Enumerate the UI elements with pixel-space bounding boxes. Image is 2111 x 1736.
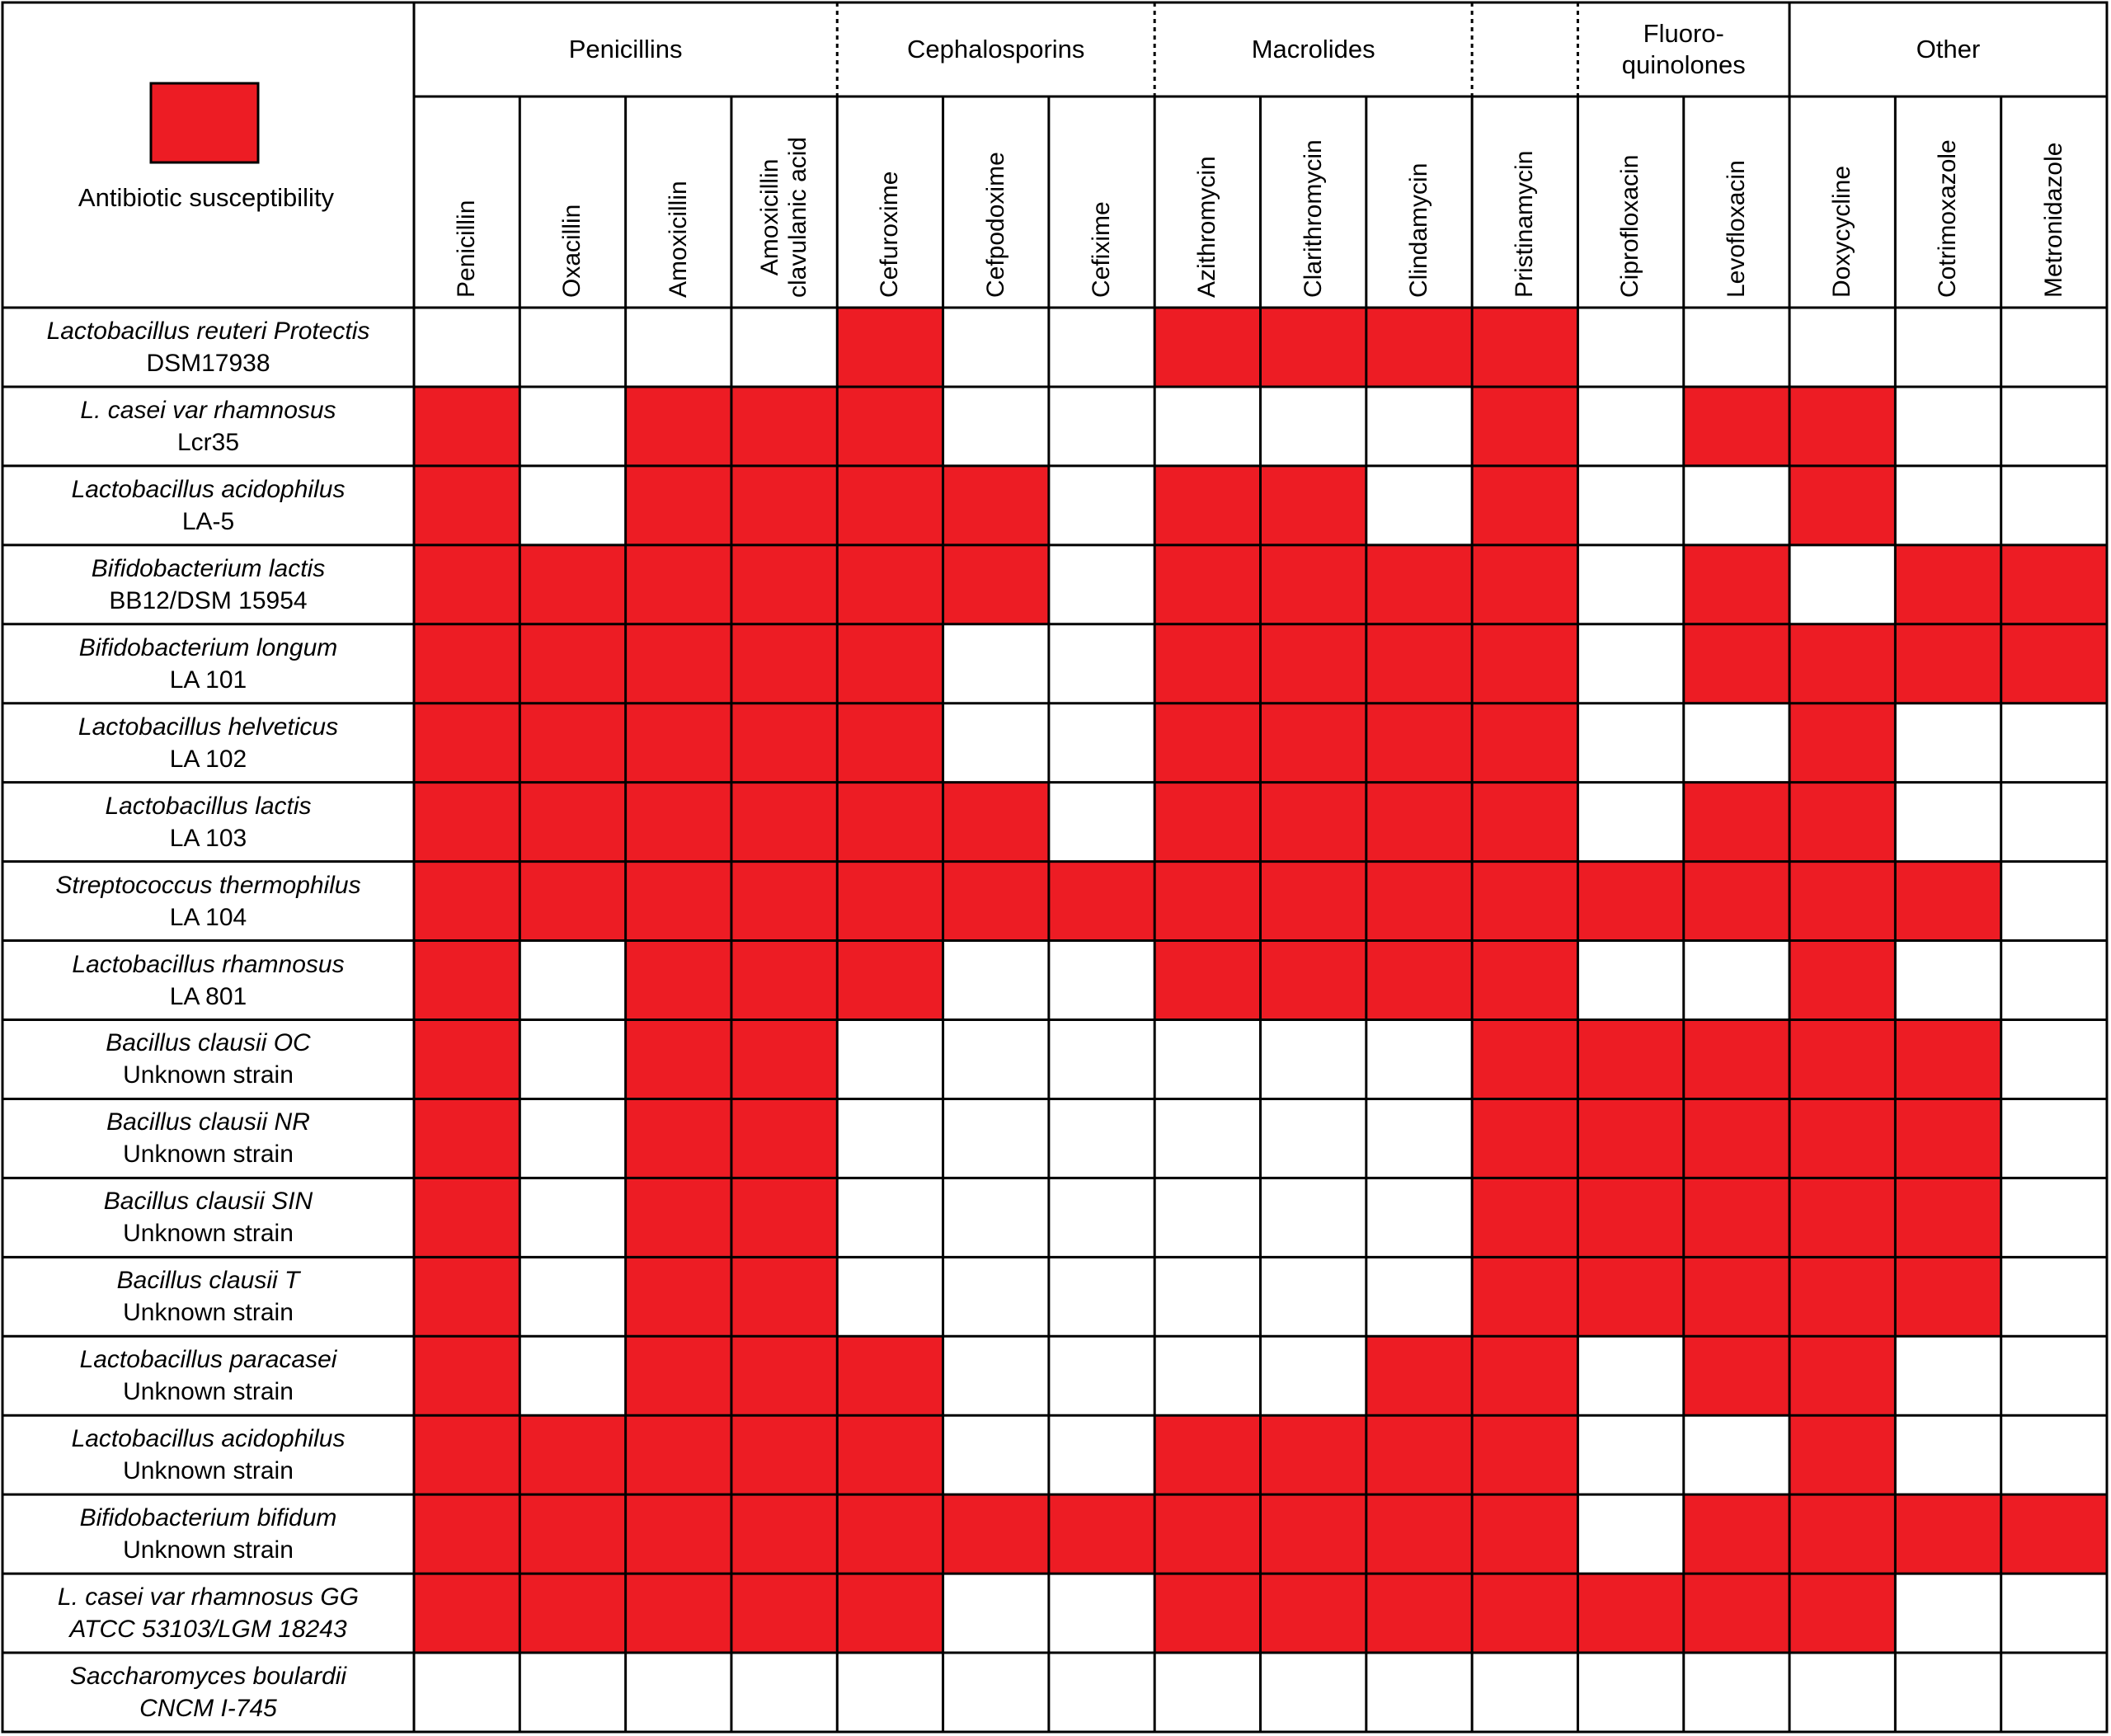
susceptible-cell — [1684, 545, 1789, 624]
antibiotic-label: Cefuroxime — [876, 171, 904, 298]
strain-id: Unknown strain — [123, 1141, 294, 1169]
antibiotic-label: Oxacillin — [558, 204, 586, 298]
susceptible-cell — [626, 1336, 731, 1415]
antibiotic-label: Clarithromycin — [1299, 139, 1327, 298]
susceptible-cell — [731, 1494, 837, 1574]
susceptible-cell — [520, 1415, 625, 1494]
susceptible-cell — [731, 1574, 837, 1653]
susceptible-cell — [837, 1574, 943, 1653]
strain-id: LA-5 — [181, 507, 235, 535]
susceptible-cell — [1472, 703, 1577, 783]
strain-label — [2, 1178, 414, 1257]
susceptible-cell — [1261, 941, 1366, 1020]
susceptible-cell — [414, 941, 520, 1020]
strain-id: Unknown strain — [123, 1457, 294, 1485]
strain-label — [2, 545, 414, 624]
susceptible-cell — [1684, 1099, 1789, 1178]
susceptible-cell — [1895, 624, 2001, 703]
susceptible-cell — [1684, 624, 1789, 703]
strain-label — [2, 1099, 414, 1178]
susceptible-cell — [626, 941, 731, 1020]
susceptible-cell — [731, 1257, 837, 1336]
susceptible-cell — [943, 1494, 1049, 1574]
susceptible-cell — [943, 466, 1049, 545]
antibiotic-label: Amoxicillin — [664, 181, 692, 298]
susceptible-cell — [1684, 1336, 1789, 1415]
susceptible-cell — [1154, 1574, 1260, 1653]
susceptible-cell — [1261, 1494, 1366, 1574]
susceptible-cell — [414, 466, 520, 545]
susceptible-cell — [1895, 1099, 2001, 1178]
susceptible-cell — [2001, 1494, 2107, 1574]
susceptible-cell — [2001, 545, 2107, 624]
susceptible-cell — [1789, 1099, 1895, 1178]
susceptible-cell — [1472, 862, 1577, 941]
strain-id: LA 801 — [169, 982, 247, 1010]
strain-name: Lactobacillus reuteri Protectis — [46, 317, 370, 345]
strain-label — [2, 862, 414, 941]
susceptible-cell — [837, 387, 943, 466]
susceptible-cell — [414, 1099, 520, 1178]
susceptible-cell — [1789, 703, 1895, 783]
susceptible-cell — [1684, 783, 1789, 862]
susceptible-cell — [1366, 624, 1472, 703]
susceptible-cell — [1366, 703, 1472, 783]
susceptible-cell — [1472, 1336, 1577, 1415]
strain-name: Bifidobacterium longum — [78, 633, 338, 661]
susceptible-cell — [1789, 862, 1895, 941]
susceptible-cell — [414, 387, 520, 466]
legend-swatch — [151, 83, 258, 162]
antibiotic-label: Metronidazole — [2039, 142, 2067, 298]
strain-label — [2, 703, 414, 783]
susceptible-cell — [731, 1336, 837, 1415]
strain-id: DSM17938 — [146, 349, 270, 377]
susceptible-cell — [1472, 783, 1577, 862]
susceptible-cell — [1366, 783, 1472, 862]
susceptible-cell — [1472, 1020, 1577, 1099]
susceptible-cell — [626, 466, 731, 545]
susceptible-cell — [1895, 545, 2001, 624]
susceptible-cell — [731, 703, 837, 783]
susceptible-cell — [837, 1336, 943, 1415]
susceptible-cell — [1577, 1178, 1683, 1257]
susceptible-cell — [943, 862, 1049, 941]
susceptible-cell — [520, 1494, 625, 1574]
strain-label — [2, 1415, 414, 1494]
strain-name: Lactobacillus lactis — [105, 792, 312, 820]
susceptible-cell — [1154, 466, 1260, 545]
susceptible-cell — [520, 624, 625, 703]
susceptible-cell — [414, 703, 520, 783]
strain-id: ATCC 53103/LGM 18243 — [69, 1616, 347, 1644]
antibiotic-class-label — [1472, 2, 1577, 96]
susceptible-cell — [626, 1020, 731, 1099]
susceptible-cell — [1789, 1178, 1895, 1257]
susceptible-cell — [1472, 1415, 1577, 1494]
strain-id: Unknown strain — [123, 1061, 294, 1089]
susceptible-cell — [414, 783, 520, 862]
susceptible-cell — [943, 545, 1049, 624]
susceptible-cell — [731, 862, 837, 941]
strain-label — [2, 466, 414, 545]
susceptible-cell — [626, 1099, 731, 1178]
antibiotic-label: Doxycycline — [1828, 165, 1856, 298]
antibiotic-class-label: Penicillins — [568, 35, 683, 64]
susceptible-cell — [1684, 1494, 1789, 1574]
susceptible-cell — [1472, 1574, 1577, 1653]
susceptible-cell — [1789, 624, 1895, 703]
susceptible-cell — [414, 1178, 520, 1257]
susceptible-cell — [1154, 862, 1260, 941]
strain-label — [2, 1494, 414, 1574]
susceptible-cell — [1895, 862, 2001, 941]
susceptible-cell — [414, 1494, 520, 1574]
strain-name: Bifidobacterium bifidum — [79, 1504, 337, 1532]
susceptible-cell — [1577, 1574, 1683, 1653]
susceptible-cell — [837, 466, 943, 545]
susceptible-cell — [1366, 862, 1472, 941]
susceptible-cell — [1261, 1415, 1366, 1494]
strain-label — [2, 624, 414, 703]
susceptible-cell — [626, 1415, 731, 1494]
susceptible-cell — [1261, 703, 1366, 783]
susceptible-cell — [520, 545, 625, 624]
antibiotic-label: Clindamycin — [1404, 162, 1432, 298]
strain-name: Bacillus clausii NR — [106, 1108, 310, 1136]
susceptible-cell — [837, 783, 943, 862]
susceptible-cell — [1472, 941, 1577, 1020]
strain-label — [2, 1574, 414, 1653]
strain-id: LA 101 — [169, 666, 247, 694]
susceptible-cell — [1577, 862, 1683, 941]
strain-label — [2, 308, 414, 387]
antibiotic-label: Cefpodoxime — [981, 152, 1009, 298]
strain-label — [2, 1257, 414, 1336]
antibiotic-class-label: Macrolides — [1251, 35, 1375, 64]
susceptible-cell — [1049, 1494, 1154, 1574]
strain-name: L. casei var rhamnosus — [80, 396, 336, 424]
strain-name: Lactobacillus paracasei — [79, 1346, 337, 1374]
strain-name: Bacillus clausii OC — [106, 1029, 311, 1057]
susceptible-cell — [1154, 783, 1260, 862]
susceptible-cell — [1684, 387, 1789, 466]
susceptible-cell — [1261, 783, 1366, 862]
strain-name: Bifidobacterium lactis — [91, 554, 326, 582]
susceptible-cell — [1895, 1178, 2001, 1257]
susceptible-cell — [1472, 466, 1577, 545]
susceptible-cell — [1789, 387, 1895, 466]
legend-label: Antibiotic susceptibility — [78, 183, 335, 212]
strain-name: Bacillus clausii T — [116, 1267, 300, 1295]
susceptible-cell — [1261, 466, 1366, 545]
susceptible-cell — [1154, 308, 1260, 387]
strain-name: Bacillus clausii SIN — [103, 1188, 313, 1216]
strain-name: Lactobacillus acidophilus — [71, 475, 346, 503]
susceptible-cell — [1261, 624, 1366, 703]
antibiotic-label: Amoxicillin clavulanic acid — [756, 136, 812, 298]
susceptible-cell — [414, 1415, 520, 1494]
antibiotic-label: Cotrimoxazole — [1934, 139, 1962, 298]
susceptible-cell — [837, 703, 943, 783]
susceptible-cell — [837, 862, 943, 941]
susceptible-cell — [1472, 1099, 1577, 1178]
strain-name: Saccharomyces boulardii — [69, 1663, 347, 1691]
susceptible-cell — [414, 1336, 520, 1415]
susceptible-cell — [626, 1178, 731, 1257]
susceptible-cell — [1366, 941, 1472, 1020]
susceptible-cell — [626, 387, 731, 466]
antibiotic-label: Penicillin — [453, 200, 481, 298]
strain-id: Unknown strain — [123, 1536, 294, 1564]
strain-label — [2, 1653, 414, 1732]
susceptible-cell — [837, 624, 943, 703]
antibiotic-class-label: Fluoro- quinolones — [1621, 19, 1746, 79]
susceptible-cell — [626, 1574, 731, 1653]
susceptible-cell — [626, 783, 731, 862]
susceptible-cell — [414, 1574, 520, 1653]
susceptible-cell — [520, 1574, 625, 1653]
susceptible-cell — [731, 545, 837, 624]
susceptible-cell — [837, 1415, 943, 1494]
susceptible-cell — [1366, 1415, 1472, 1494]
susceptible-cell — [1154, 624, 1260, 703]
susceptible-cell — [1789, 1020, 1895, 1099]
strain-name: Lactobacillus helveticus — [78, 713, 339, 741]
susceptible-cell — [414, 862, 520, 941]
susceptible-cell — [1684, 1574, 1789, 1653]
susceptible-cell — [1472, 387, 1577, 466]
susceptible-cell — [626, 1257, 731, 1336]
strain-name: Lactobacillus acidophilus — [71, 1425, 346, 1453]
susceptible-cell — [1472, 1178, 1577, 1257]
susceptible-cell — [1789, 941, 1895, 1020]
strain-label — [2, 387, 414, 466]
susceptible-cell — [520, 703, 625, 783]
susceptible-cell — [626, 1494, 731, 1574]
antibiotic-class-label: Cephalosporins — [907, 35, 1085, 64]
susceptible-cell — [414, 1020, 520, 1099]
susceptible-cell — [414, 1257, 520, 1336]
susceptible-cell — [1154, 703, 1260, 783]
antibiotic-label: Ciprofloxacin — [1616, 154, 1644, 298]
susceptible-cell — [1789, 1415, 1895, 1494]
strain-label — [2, 1020, 414, 1099]
susceptible-cell — [1895, 1257, 2001, 1336]
susceptible-cell — [1577, 1099, 1683, 1178]
susceptible-cell — [731, 624, 837, 703]
susceptible-cell — [1684, 1257, 1789, 1336]
susceptible-cell — [1366, 545, 1472, 624]
susceptible-cell — [837, 545, 943, 624]
antibiotic-label: Azithromycin — [1193, 156, 1221, 298]
susceptible-cell — [1366, 1494, 1472, 1574]
susceptible-cell — [731, 387, 837, 466]
susceptible-cell — [943, 783, 1049, 862]
susceptible-cell — [731, 1020, 837, 1099]
susceptible-cell — [837, 308, 943, 387]
susceptible-cell — [1789, 783, 1895, 862]
susceptible-cell — [1789, 1574, 1895, 1653]
susceptible-cell — [626, 545, 731, 624]
strain-name: Lactobacillus rhamnosus — [72, 950, 345, 978]
antibiotic-class-label: Other — [1916, 35, 1981, 64]
strain-label — [2, 1336, 414, 1415]
susceptible-cell — [1577, 1020, 1683, 1099]
strain-id: Unknown strain — [123, 1220, 294, 1248]
susceptible-cell — [1261, 545, 1366, 624]
susceptible-cell — [1366, 308, 1472, 387]
susceptible-cell — [626, 703, 731, 783]
susceptible-cell — [520, 862, 625, 941]
susceptible-cell — [1261, 1574, 1366, 1653]
strain-id: Lcr35 — [176, 428, 240, 456]
susceptible-cell — [2001, 624, 2107, 703]
susceptible-cell — [1789, 1257, 1895, 1336]
susceptible-cell — [1895, 1020, 2001, 1099]
susceptible-cell — [731, 466, 837, 545]
susceptible-cell — [1684, 1178, 1789, 1257]
susceptible-cell — [414, 624, 520, 703]
susceptible-cell — [1472, 545, 1577, 624]
susceptible-cell — [1895, 1494, 2001, 1574]
susceptible-cell — [1049, 862, 1154, 941]
antibiotic-label: Cefixime — [1088, 201, 1116, 298]
susceptible-cell — [626, 624, 731, 703]
susceptible-cell — [731, 1178, 837, 1257]
susceptible-cell — [731, 941, 837, 1020]
susceptible-cell — [626, 862, 731, 941]
susceptible-cell — [1261, 862, 1366, 941]
susceptible-cell — [1366, 1336, 1472, 1415]
strain-id: Unknown strain — [123, 1299, 294, 1327]
susceptible-cell — [731, 1415, 837, 1494]
susceptible-cell — [414, 545, 520, 624]
susceptible-cell — [1789, 1494, 1895, 1574]
susceptible-cell — [1472, 1494, 1577, 1574]
susceptible-cell — [1472, 1257, 1577, 1336]
susceptible-cell — [1154, 1415, 1260, 1494]
susceptible-cell — [1789, 466, 1895, 545]
strain-id: BB12/DSM 15954 — [109, 586, 308, 614]
susceptible-cell — [1154, 545, 1260, 624]
susceptible-cell — [837, 1494, 943, 1574]
strain-id: LA 102 — [169, 745, 247, 773]
antibiotic-label: Levofloxacin — [1722, 160, 1750, 298]
strain-name: L. casei var rhamnosus GG — [57, 1583, 360, 1611]
susceptible-cell — [1261, 308, 1366, 387]
strain-id: LA 104 — [169, 903, 247, 931]
strain-id: LA 103 — [169, 824, 247, 852]
antibiotic-label: Pristinamycin — [1511, 150, 1539, 298]
susceptible-cell — [1472, 624, 1577, 703]
susceptible-cell — [1684, 1020, 1789, 1099]
susceptible-cell — [837, 941, 943, 1020]
susceptible-cell — [1154, 941, 1260, 1020]
susceptible-cell — [1366, 1574, 1472, 1653]
susceptible-cell — [1577, 1257, 1683, 1336]
strain-name: Streptococcus thermophilus — [55, 871, 361, 899]
susceptible-cell — [520, 783, 625, 862]
susceptible-cell — [731, 1099, 837, 1178]
strain-id: CNCM I-745 — [139, 1695, 277, 1723]
susceptible-cell — [1789, 1336, 1895, 1415]
susceptible-cell — [1154, 1494, 1260, 1574]
susceptible-cell — [1684, 862, 1789, 941]
susceptible-cell — [731, 783, 837, 862]
strain-label — [2, 941, 414, 1020]
strain-label — [2, 783, 414, 862]
susceptible-cell — [1472, 308, 1577, 387]
strain-id: Unknown strain — [123, 1378, 294, 1406]
